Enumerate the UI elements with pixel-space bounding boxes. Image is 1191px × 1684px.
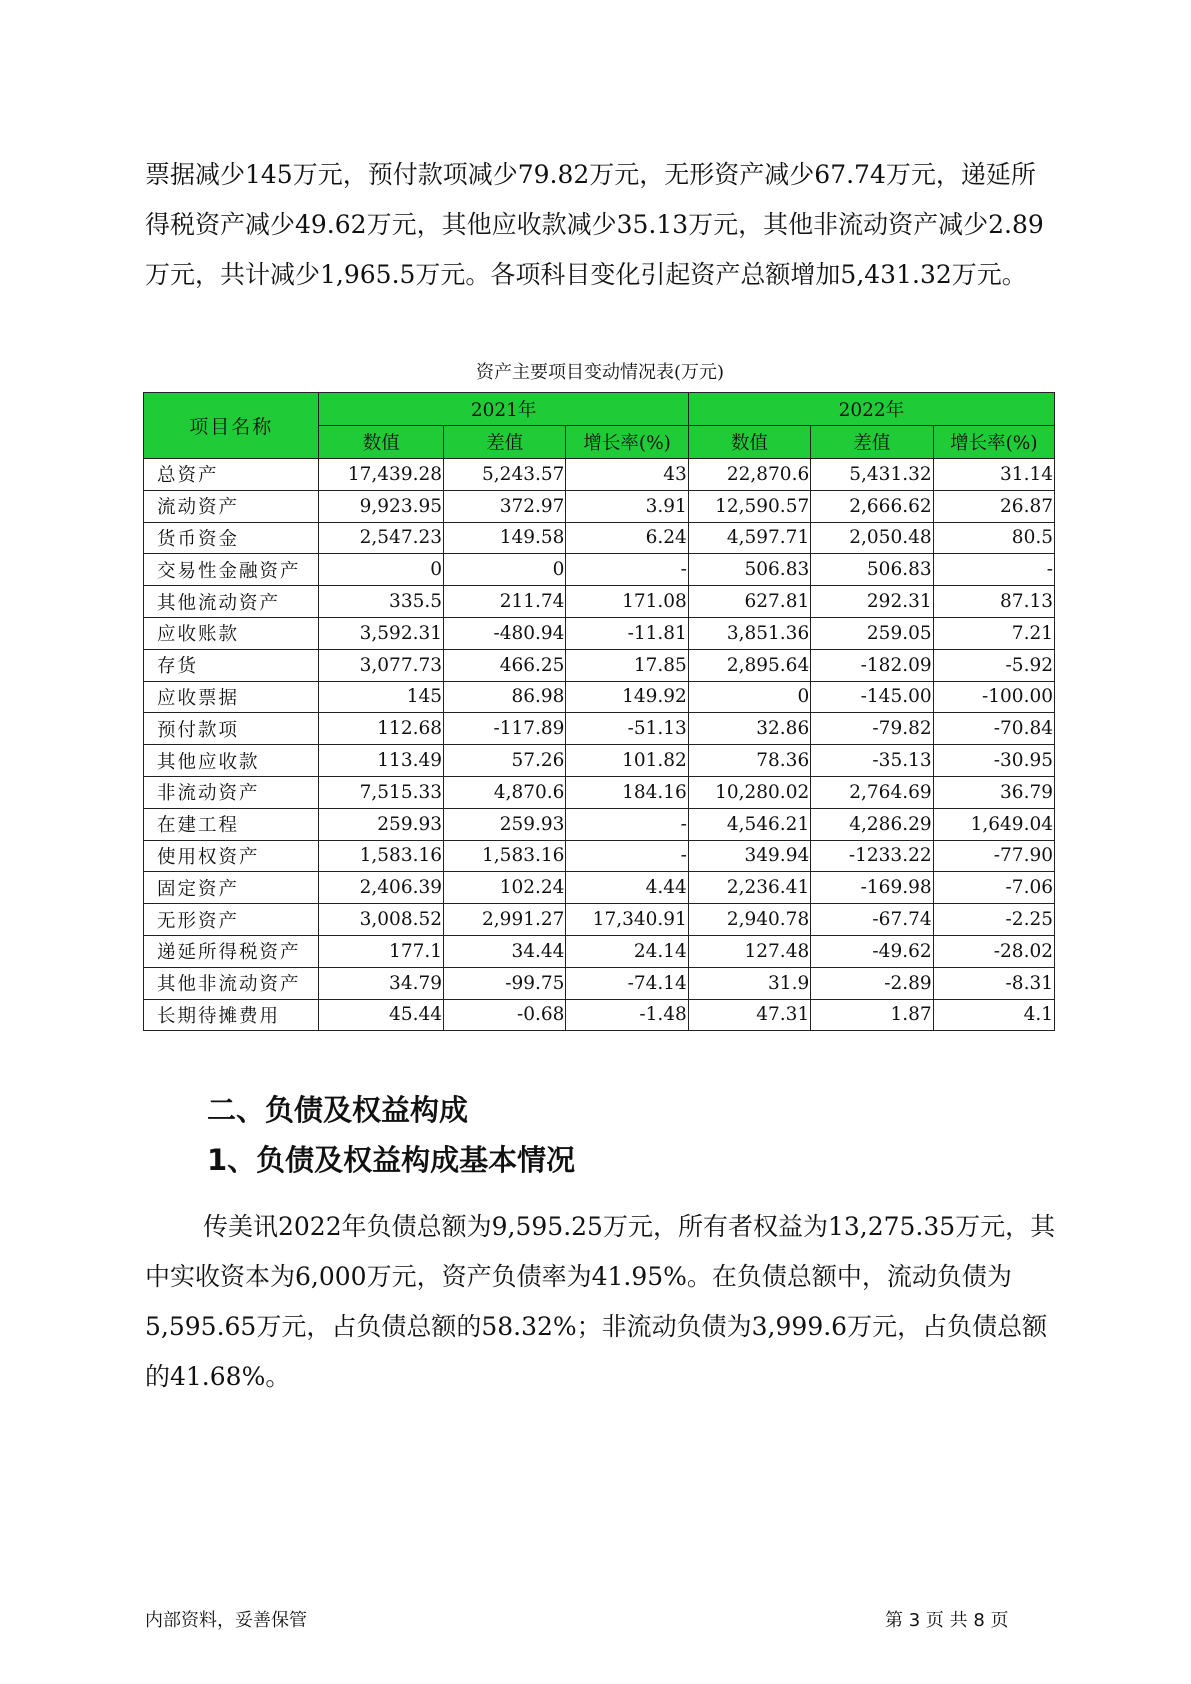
header-diff-2021: 差值	[444, 426, 566, 459]
row-label: 应收票据	[144, 681, 319, 713]
table-cell: 22,870.6	[688, 459, 810, 491]
table-row	[144, 459, 1055, 491]
table-cell: 627.81	[688, 586, 810, 618]
table-cell: 4,286.29	[811, 808, 933, 840]
table-cell: -2.89	[811, 967, 933, 999]
table-cell: -7.06	[933, 872, 1054, 904]
section-heading: 二、负债及权益构成	[207, 1093, 469, 1127]
table-cell: 0	[444, 554, 566, 586]
table-cell: 9,923.95	[319, 490, 444, 522]
asset-change-table	[143, 392, 1055, 1031]
table-cell: 7,515.33	[319, 776, 444, 808]
table-row	[144, 681, 1055, 713]
table-row	[144, 617, 1055, 649]
table-cell: 5,431.32	[811, 459, 933, 491]
row-label: 其他应收款	[144, 745, 319, 777]
row-label: 非流动资产	[144, 776, 319, 808]
table-cell: -77.90	[933, 840, 1054, 872]
table-cell: 292.31	[811, 586, 933, 618]
table-cell: 86.98	[444, 681, 566, 713]
row-label: 固定资产	[144, 872, 319, 904]
table-cell: -35.13	[811, 745, 933, 777]
table-cell: 259.05	[811, 617, 933, 649]
table-cell: 149.58	[444, 522, 566, 554]
table-cell: -182.09	[811, 649, 933, 681]
row-label: 存货	[144, 649, 319, 681]
table-cell: 2,895.64	[688, 649, 810, 681]
table-row	[144, 935, 1055, 967]
table-cell: 1.87	[811, 999, 933, 1031]
row-label: 其他非流动资产	[144, 967, 319, 999]
table-cell: 2,666.62	[811, 490, 933, 522]
table-cell: 2,940.78	[688, 904, 810, 936]
table-cell: 32.86	[688, 713, 810, 745]
row-label: 应收账款	[144, 617, 319, 649]
row-label: 无形资产	[144, 904, 319, 936]
table-cell: 4,546.21	[688, 808, 810, 840]
table-cell: -	[933, 554, 1054, 586]
table-cell: 102.24	[444, 872, 566, 904]
table-cell: 4.1	[933, 999, 1054, 1031]
table-cell: 10,280.02	[688, 776, 810, 808]
table-cell: 45.44	[319, 999, 444, 1031]
table-cell: -145.00	[811, 681, 933, 713]
table-cell: 34.44	[444, 935, 566, 967]
table-cell: -169.98	[811, 872, 933, 904]
table-cell: 127.48	[688, 935, 810, 967]
table-cell: 87.13	[933, 586, 1054, 618]
table-cell: 80.5	[933, 522, 1054, 554]
table-cell: 372.97	[444, 490, 566, 522]
table-cell: 211.74	[444, 586, 566, 618]
footer-confidential-note: 内部资料，妥善保管	[145, 1610, 307, 1631]
table-cell: -30.95	[933, 745, 1054, 777]
header-value-2022: 数值	[688, 426, 810, 459]
row-label: 总资产	[144, 459, 319, 491]
table-cell: 113.49	[319, 745, 444, 777]
table-cell: -0.68	[444, 999, 566, 1031]
table-cell: -49.62	[811, 935, 933, 967]
table-cell: 3,008.52	[319, 904, 444, 936]
table-cell: -	[566, 554, 688, 586]
table-cell: 171.08	[566, 586, 688, 618]
table-cell: 2,236.41	[688, 872, 810, 904]
table-body	[144, 459, 1055, 1031]
table-row	[144, 872, 1055, 904]
table-cell: -2.25	[933, 904, 1054, 936]
row-label: 货币资金	[144, 522, 319, 554]
table-cell: 0	[319, 554, 444, 586]
header-growth-2022: 增长率(%)	[933, 426, 1054, 459]
table-cell: 31.9	[688, 967, 810, 999]
table-cell: 466.25	[444, 649, 566, 681]
table-cell: 4,870.6	[444, 776, 566, 808]
table-cell: -67.74	[811, 904, 933, 936]
table-cell: -480.94	[444, 617, 566, 649]
table-row	[144, 649, 1055, 681]
table-cell: 259.93	[444, 808, 566, 840]
table-cell: 4.44	[566, 872, 688, 904]
table-cell: -1233.22	[811, 840, 933, 872]
table-cell: 24.14	[566, 935, 688, 967]
row-label: 长期待摊费用	[144, 999, 319, 1031]
table-cell: 5,243.57	[444, 459, 566, 491]
table-cell: 3,851.36	[688, 617, 810, 649]
table-cell: 2,764.69	[811, 776, 933, 808]
row-label: 预付款项	[144, 713, 319, 745]
row-label: 其他流动资产	[144, 586, 319, 618]
table-cell: -8.31	[933, 967, 1054, 999]
table-cell: 2,547.23	[319, 522, 444, 554]
table-cell: 177.1	[319, 935, 444, 967]
table-cell: 184.16	[566, 776, 688, 808]
table-cell: 349.94	[688, 840, 810, 872]
table-cell: -117.89	[444, 713, 566, 745]
table-row	[144, 776, 1055, 808]
table-cell: 2,406.39	[319, 872, 444, 904]
table-row	[144, 967, 1055, 999]
table-cell: -11.81	[566, 617, 688, 649]
table-cell: 2,991.27	[444, 904, 566, 936]
table-cell: -51.13	[566, 713, 688, 745]
table-cell: 506.83	[688, 554, 810, 586]
table-row	[144, 999, 1055, 1031]
table-cell: -79.82	[811, 713, 933, 745]
table-row	[144, 522, 1055, 554]
table-row	[144, 554, 1055, 586]
header-item-name: 项目名称	[144, 393, 319, 459]
body-paragraph-liabilities: 传美讯2022年负债总额为9,595.25万元，所有者权益为13,275.35万元，其中实收资本为6,000万元，资产负债率为41.95%。在负债总额中，流动负债为5,595.65万元，占负债总额的58.32%；非流动负债为3,999.6万元，占负债总额的41.68%。	[145, 1212, 1056, 1391]
table-row	[144, 490, 1055, 522]
row-label: 使用权资产	[144, 840, 319, 872]
table-cell: 17,340.91	[566, 904, 688, 936]
table-cell: 149.92	[566, 681, 688, 713]
table-cell: 101.82	[566, 745, 688, 777]
table-cell: 17.85	[566, 649, 688, 681]
table-row	[144, 808, 1055, 840]
row-label: 在建工程	[144, 808, 319, 840]
table-cell: 1,649.04	[933, 808, 1054, 840]
table-cell: 1,583.16	[319, 840, 444, 872]
header-growth-2021: 增长率(%)	[566, 426, 688, 459]
table-cell: 12,590.57	[688, 490, 810, 522]
table-cell: 259.93	[319, 808, 444, 840]
table-cell: -74.14	[566, 967, 688, 999]
table-cell: 43	[566, 459, 688, 491]
row-label: 递延所得税资产	[144, 935, 319, 967]
table-cell: 4,597.71	[688, 522, 810, 554]
table-cell: 506.83	[811, 554, 933, 586]
table-row	[144, 904, 1055, 936]
table-cell: 3,592.31	[319, 617, 444, 649]
table-cell: -28.02	[933, 935, 1054, 967]
header-year-2022: 2022年	[688, 393, 1054, 426]
table-cell: 145	[319, 681, 444, 713]
table-cell: -99.75	[444, 967, 566, 999]
body-paragraph-asset-decrease: 票据减少145万元，预付款项减少79.82万元，无形资产减少67.74万元，递延所得税资产减少49.62万元，其他应收款减少35.13万元，其他非流动资产减少2.89万元，共计减少1,965.5万元。各项科目变化引起资产总额增加5,431.32万元。	[145, 160, 1044, 289]
table-cell: 335.5	[319, 586, 444, 618]
table-cell: 47.31	[688, 999, 810, 1031]
header-value-2021: 数值	[319, 426, 444, 459]
table-cell: 78.36	[688, 745, 810, 777]
table-cell: -70.84	[933, 713, 1054, 745]
subsection-heading: 1、负债及权益构成基本情况	[207, 1143, 576, 1177]
table-cell: -1.48	[566, 999, 688, 1031]
table-cell: 7.21	[933, 617, 1054, 649]
table-cell: 57.26	[444, 745, 566, 777]
table-row	[144, 586, 1055, 618]
table-cell: -	[566, 808, 688, 840]
table-row	[144, 840, 1055, 872]
table-row	[144, 745, 1055, 777]
table-cell: 112.68	[319, 713, 444, 745]
row-label: 流动资产	[144, 490, 319, 522]
table-cell: -5.92	[933, 649, 1054, 681]
header-diff-2022: 差值	[811, 426, 933, 459]
table-cell: 26.87	[933, 490, 1054, 522]
table-caption: 资产主要项目变动情况表(万元)	[475, 362, 725, 383]
table-cell: -	[566, 840, 688, 872]
table-cell: 6.24	[566, 522, 688, 554]
header-year-2021: 2021年	[319, 393, 688, 426]
table-cell: 2,050.48	[811, 522, 933, 554]
table-row	[144, 713, 1055, 745]
table-cell: 17,439.28	[319, 459, 444, 491]
table-cell: -100.00	[933, 681, 1054, 713]
table-cell: 34.79	[319, 967, 444, 999]
table-cell: 1,583.16	[444, 840, 566, 872]
footer-page-number: 第 3 页 共 8 页	[885, 1610, 1009, 1631]
row-label: 交易性金融资产	[144, 554, 319, 586]
table-cell: 3.91	[566, 490, 688, 522]
table-cell: 0	[688, 681, 810, 713]
table-cell: 3,077.73	[319, 649, 444, 681]
table-cell: 36.79	[933, 776, 1054, 808]
table-cell: 31.14	[933, 459, 1054, 491]
